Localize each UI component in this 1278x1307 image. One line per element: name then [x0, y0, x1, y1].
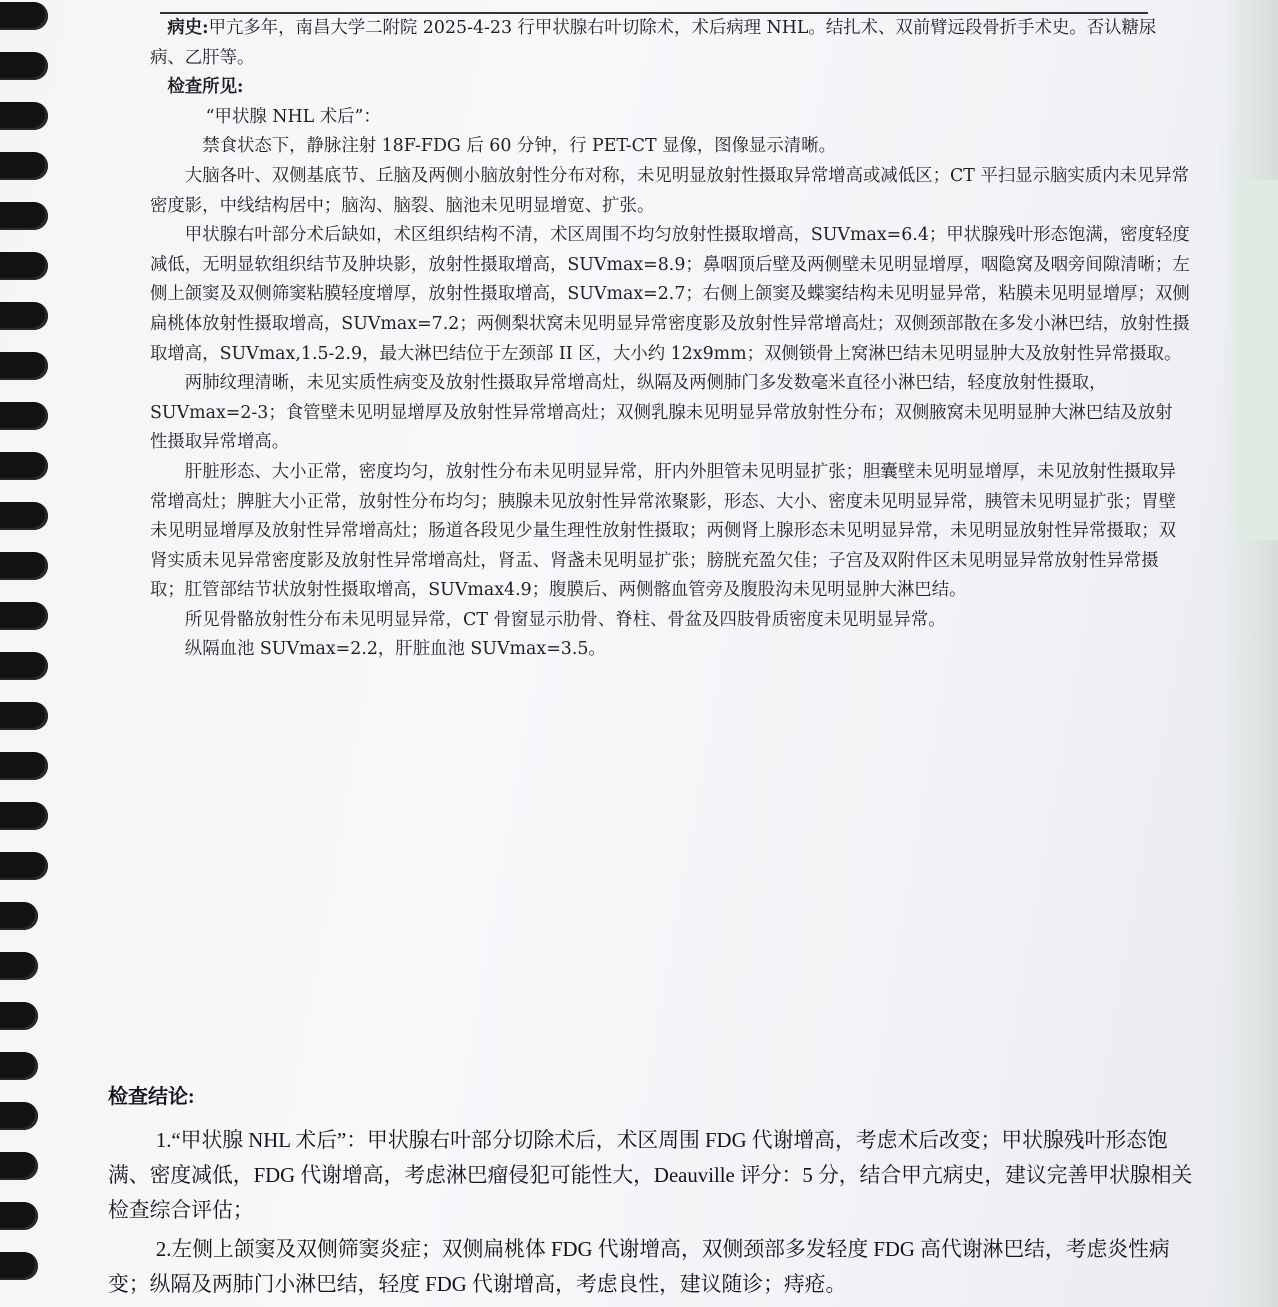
binding-ring: [0, 202, 48, 230]
binding-ring: [0, 102, 48, 130]
binding-ring: [0, 452, 48, 480]
binding-ring: [0, 602, 48, 630]
history-label: 病史:: [167, 18, 209, 38]
binding-ring: [0, 902, 38, 930]
findings-paragraph: 大脑各叶、双侧基底节、丘脑及两侧小脑放射性分布对称，未见明显放射性摄取异常增高或减低区；CT 平扫显示脑实质内未见异常密度影，中线结构居中；脑沟、脑裂、脑池未见明显增宽、扩张。: [150, 165, 1190, 216]
binding-ring: [0, 802, 48, 830]
findings-paragraph: 甲状腺右叶部分术后缺如，术区组织结构不清，术区周围不均匀放射性摄取增高，SUVmax=6.4；甲状腺残叶形态饱满，密度轻度减低，无明显软组织结节及肿块影，放射性摄取增高，SUVmax=8.9；鼻咽顶后壁及两侧壁未见明显增厚，咽隐窝及咽旁间隙清晰；左侧上颌窦及双侧筛窦粘膜轻度增厚，放射性摄取增高，SUVmax=2.7；右侧上颌窦及蝶窦结构未见明显异常，粘膜未见明显增厚；双侧扁桃体放射性摄取增高，SUVmax=7.2；两侧梨状窝未见明显异常密度影及放射性异常增高灶；双侧颈部散在多发小淋巴结，放射性摄取增高，SUVmax,1.5-2.9，最大淋巴结位于左颈部 II 区，大小约 12x9mm；双侧锁骨上窝淋巴结未见明显肿大及放射性异常摄取。: [150, 225, 1190, 364]
binding-ring: [0, 552, 48, 580]
binding-ring: [0, 1052, 38, 1080]
binding-ring: [0, 52, 48, 80]
binding-ring: [0, 352, 48, 380]
binding-ring: [0, 252, 48, 280]
binding-ring: [0, 1152, 38, 1180]
binding-ring: [0, 852, 48, 880]
background-green-panel: [1236, 180, 1278, 540]
binding-ring: [0, 652, 48, 680]
report-findings-section: [150, 14, 1190, 665]
binding-ring: [0, 1102, 38, 1130]
binding-ring: [0, 402, 48, 430]
findings-indication: “甲状腺 NHL 术后”：: [205, 106, 381, 127]
binding-spine: [0, 0, 60, 1307]
findings-paragraph: 纵隔血池 SUVmax=2.2，肝脏血池 SUVmax=3.5。: [184, 639, 606, 660]
findings-paragraph: 肝脏形态、大小正常，密度均匀，放射性分布未见明显异常，肝内外胆管未见明显扩张；胆囊壁未见明显增厚，未见放射性摄取异常增高灶；脾脏大小正常，放射性分布均匀；胰腺未见放射性异常浓聚影，形态、大小、密度未见明显异常，胰管未见明显扩张；胃壁未见明显增厚及放射性异常增高灶；肠道各段见少量生理性放射性摄取；两侧肾上腺形态未见明显异常，未见明显放射性异常摄取；双肾实质未见异常密度影及放射性异常增高灶，肾盂、肾盏未见明显扩张；膀胱充盈欠佳；子宫及双附件区未见明显异常放射性异常摄取；肛管部结节状放射性摄取增高，SUVmax4.9；腹膜后、两侧髂血管旁及腹股沟未见明显肿大淋巴结。: [150, 461, 1177, 601]
binding-ring: [0, 302, 48, 330]
conclusion-item: 1.“甲状腺 NHL 术后”：甲状腺右叶部分切除术后，术区周围 FDG 代谢增高，考虑术后改变；甲状腺残叶形态饱满、密度减低，FDG 代谢增高，考虑淋巴瘤侵犯可能性大，Deauville 评分：5 分，结合甲亢病史，建议完善甲状腺相关检查综合评估；: [108, 1129, 1193, 1222]
binding-ring: [0, 2, 48, 30]
binding-ring: [0, 952, 38, 980]
findings-paragraph: 禁食状态下，静脉注射 18F-FDG 后 60 分钟，行 PET-CT 显像，图像显示清晰。: [202, 136, 836, 157]
history-paragraph: [150, 14, 1190, 73]
binding-ring: [0, 1252, 38, 1280]
binding-ring: [0, 152, 48, 180]
binding-ring: [0, 752, 48, 780]
history-text: 甲亢多年，南昌大学二附院 2025-4-23 行甲状腺右叶切除术，术后病理 NHL。结扎术、双前臂远段骨折手术史。否认糖尿病、乙肝等。: [150, 18, 1157, 68]
binding-ring: [0, 502, 48, 530]
conclusion-heading: 检查结论:: [108, 1086, 195, 1108]
findings-paragraph: 所见骨骼放射性分布未见明显异常，CT 骨窗显示肋骨、脊柱、骨盆及四肢骨质密度未见明显异常。: [184, 609, 946, 630]
binding-ring: [0, 1002, 38, 1030]
binding-ring: [0, 702, 48, 730]
findings-paragraph: 两肺纹理清晰，未见实质性病变及放射性摄取异常增高灶，纵隔及两侧肺门多发数毫米直径小淋巴结，轻度放射性摄取，SUVmax=2-3；食管壁未见明显增厚及放射性异常增高灶；双侧乳腺未见明显异常放射性分布；双侧腋窝未见明显肿大淋巴结及放射性摄取异常增高。: [150, 373, 1173, 453]
conclusion-item: 2.左侧上颌窦及双侧筛窦炎症；双侧扁桃体 FDG 代谢增高，双侧颈部多发轻度 FDG 高代谢淋巴结，考虑炎性病变；纵隔及两肺门小淋巴结，轻度 FDG 代谢增高，考虑良性，建议随诊；痔疮。: [108, 1238, 1170, 1296]
report-conclusion-section: [108, 1080, 1208, 1302]
binding-ring: [0, 1202, 38, 1230]
findings-heading: 检查所见:: [167, 77, 244, 98]
